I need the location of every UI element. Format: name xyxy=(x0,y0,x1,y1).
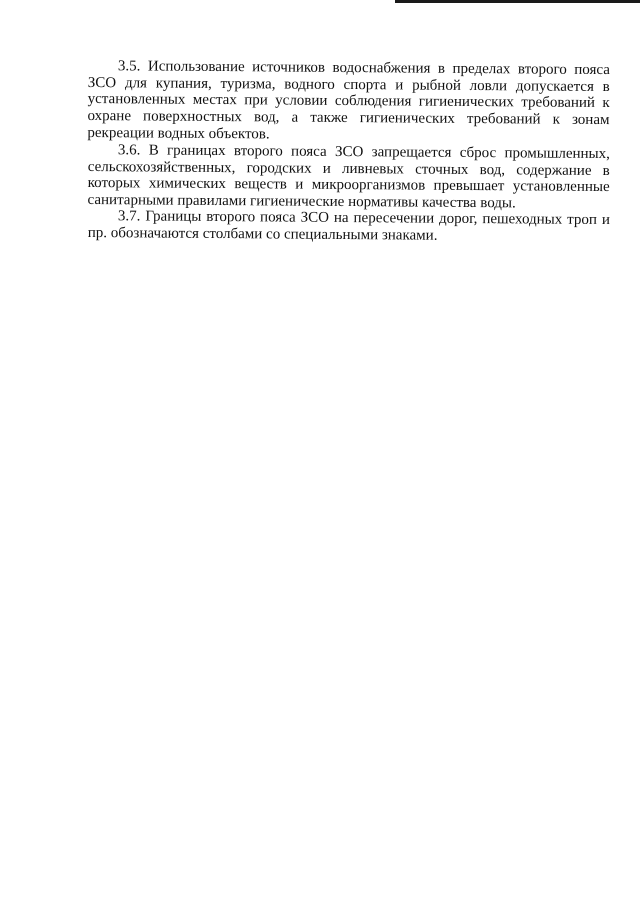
paragraph-3-7: 3.7. Границы второго пояса ЗСО на пересечении дорог, пешеходных троп и пр. обозначаются столбами со специальными знаками. xyxy=(87,208,610,244)
paragraph-3-6: 3.6. В границах второго пояса ЗСО запрещается сброс промышленных, сельскохозяйственных, городских и ливневых сточных вод, содержание в которых химических веществ и микроорганизмов превышает установленные санитарными правилами гигиенические нормативы качества воды. xyxy=(87,141,610,211)
paragraph-3-5: 3.5. Использование источников водоснабжения в пределах второго пояса ЗСО для купания, туризма, водного спорта и рыбной ловли допускается в установленных местах при условии соблюдения гигиенических требований к охране поверхностных вод, а также гигиенических требований к зонам рекреации водных объектов. xyxy=(87,58,610,143)
scan-edge-mark xyxy=(395,0,640,3)
document-body xyxy=(88,58,610,242)
